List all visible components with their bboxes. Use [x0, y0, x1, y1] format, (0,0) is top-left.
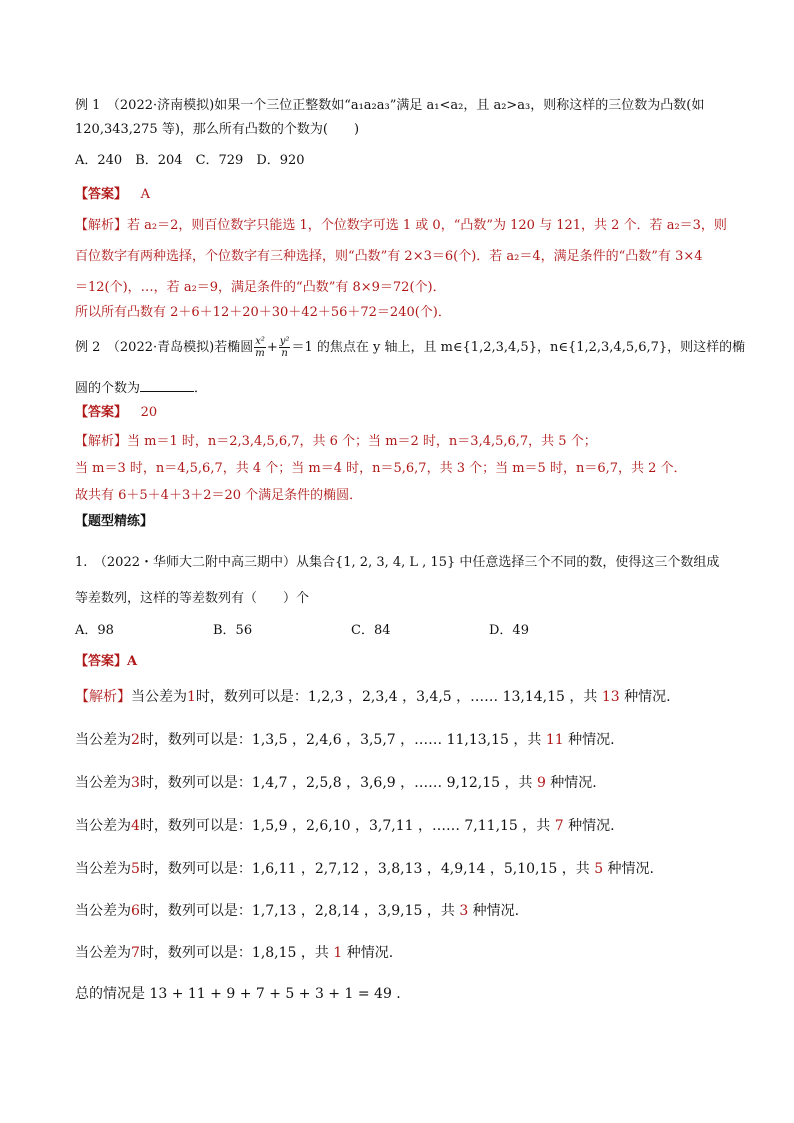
ex2-question-line2 — [75, 379, 207, 398]
ex1-analysis-line1: 【解析】若 a₂＝2，则百位数字只能选 1，个位数字可选 1 或 0，“凸数”为 120 与 121，共 2 个．若 a₂＝3，则 — [75, 218, 727, 233]
case-post: 种情况. — [563, 732, 615, 748]
ex1-analysis-line4: 所以所有凸数有 2＋6＋12＋20＋30＋42＋56＋72＝240(个)． — [75, 305, 451, 320]
case-mid: 时，数列可以是： — [139, 818, 252, 834]
ex1-analysis-line2: 百位数字有两种选择，个位数字有三种选择，则“凸数”有 2×3＝6(个)．若 a₂＝4，满足条件的“凸数”有 3×4 — [75, 249, 703, 264]
ex2-question-line1 — [75, 336, 745, 359]
ex2-plus: + — [266, 340, 278, 355]
case-post: 种情况. — [603, 861, 655, 877]
q1-case-6 — [75, 902, 519, 920]
case-diff: 5 — [131, 861, 140, 877]
q1-total: 总的情况是 13 + 11 + 9 + 7 + 5 + 3 + 1 = 49 . — [75, 986, 401, 1002]
case-post: 种情况. — [468, 903, 520, 919]
case-pre: 当公差为 — [75, 818, 131, 834]
frac-x-denominator: m — [255, 348, 265, 359]
case-post: 种情况. — [545, 775, 597, 791]
case-mid: 时，数列可以是： — [139, 861, 252, 877]
section-title: 【题型精练】 — [75, 514, 154, 529]
case-seq: 1,3,5 ，2,4,6 ，3,5,7 ，…… 11,13,15 ，共 — [251, 732, 546, 748]
case-pre: 当公差为 — [75, 775, 131, 791]
option-a: A．98 — [75, 623, 114, 638]
case-seq: 1,6,11 ，2,7,12 ，3,8,13 ，4,9,14 ，5,10,15 ，共 — [251, 861, 595, 877]
ex1-answer-value: A — [140, 187, 150, 202]
case-pre: 当公差为 — [75, 861, 131, 877]
frac-y-denominator: n — [281, 348, 288, 359]
case-mid: 时，数列可以是： — [195, 689, 308, 705]
case-count: 9 — [536, 775, 546, 791]
ex2-answer-label: 【答案】 — [75, 405, 128, 420]
case-pre: 当公差为 — [75, 945, 131, 961]
ex2-question-end: ． — [194, 381, 208, 396]
ex1-answer-label: 【答案】 — [75, 187, 128, 202]
ex2-analysis-line3: 故共有 6＋5＋4＋3＋2＝20 个满足条件的椭圆． — [75, 488, 363, 503]
case-count: 3 — [459, 903, 469, 919]
case-count: 13 — [601, 689, 620, 705]
frac-y-numerator: y² — [279, 336, 290, 347]
option-c: C．84 — [351, 623, 391, 638]
case-count: 1 — [333, 945, 343, 961]
answer-blank — [140, 379, 194, 392]
case-diff: 7 — [131, 945, 140, 961]
q1-question-line1: 1. （2022・华师大二附中高三期中）从集合{1, 2, 3, 4, L , 15} 中任意选择三个不同的数，使得这三个数组成 — [75, 555, 720, 570]
ellipse-frac-y — [279, 336, 291, 359]
q1-question-line2: 等差数列，这样的等差数列有（ ）个 — [75, 591, 310, 606]
ex2-analysis-line2: 当 m＝3 时，n＝4,5,6,7，共 4 个；当 m＝4 时，n＝5,6,7，共 3 个；当 m＝5 时，n＝6,7，共 2 个． — [75, 461, 687, 476]
ex2-analysis-line1: 【解析】当 m＝1 时，n＝2,3,4,5,6,7，共 6 个；当 m＝2 时，n＝3,4,5,6,7，共 5 个； — [75, 434, 597, 449]
case-count: 5 — [594, 861, 604, 877]
case-diff: 6 — [131, 903, 140, 919]
ex2-question-prefix: 例 2 （2022·青岛模拟)若椭圆 — [75, 340, 254, 355]
ex1-options: A．240 B．204 C．729 D．920 — [75, 153, 305, 168]
case-pre: 当公差为 — [131, 689, 187, 705]
q1-case-5 — [75, 860, 654, 878]
case-mid: 时，数列可以是： — [139, 903, 252, 919]
case-diff: 1 — [187, 689, 196, 705]
case-mid: 时，数列可以是： — [139, 732, 252, 748]
q1-case-7 — [75, 944, 393, 962]
case-count: 11 — [545, 732, 564, 748]
ex2-question-text: 圆的个数为 — [75, 381, 141, 396]
case-pre: 当公差为 — [75, 732, 131, 748]
q1-case-1 — [75, 688, 671, 706]
case-seq: 1,7,13 ，2,8,14 ，3,9,15 ，共 — [251, 903, 460, 919]
case-diff: 3 — [131, 775, 140, 791]
case-post: 种情况. — [342, 945, 394, 961]
q1-case-3 — [75, 774, 597, 792]
q1-answer: 【答案】A — [75, 654, 138, 669]
case-post: 种情况. — [563, 818, 615, 834]
option-d: D．49 — [489, 623, 529, 638]
q1-case-2 — [75, 731, 615, 749]
case-mid: 时，数列可以是： — [139, 945, 252, 961]
ellipse-frac-x — [254, 336, 266, 359]
case-seq: 1,4,7 ，2,5,8 ，3,6,9 ，…… 9,12,15 ，共 — [251, 775, 537, 791]
frac-x-numerator: x² — [255, 336, 265, 347]
ex2-answer-value: 20 — [140, 405, 158, 420]
ex1-answer — [75, 186, 150, 204]
option-b: B．56 — [213, 623, 253, 638]
case-mid: 时，数列可以是： — [139, 775, 252, 791]
q1-options — [75, 622, 529, 640]
analysis-label: 【解析】 — [75, 689, 131, 705]
ex1-question-line1: 例 1 （2022·济南模拟)如果一个三位正整数如“a₁a₂a₃”满足 a₁<a₂，且 a₂>a₃，则称这样的三位数为凸数(如 — [75, 98, 705, 113]
case-count: 7 — [554, 818, 564, 834]
case-seq: 1,8,15 ，共 — [251, 945, 334, 961]
ex1-question-line2: 120,343,275 等)，那么所有凸数的个数为( ) — [75, 122, 360, 137]
case-diff: 2 — [131, 732, 140, 748]
ex2-question-suffix: ＝1 的焦点在 y 轴上，且 m∈{1,2,3,4,5}，n∈{1,2,3,4,5,6,7}，则这样的椭 — [291, 340, 746, 355]
ex2-answer — [75, 404, 157, 422]
case-diff: 4 — [131, 818, 140, 834]
case-seq: 1,2,3 ，2,3,4 ，3,4,5 ，…… 13,14,15 ，共 — [307, 689, 602, 705]
case-pre: 当公差为 — [75, 903, 131, 919]
q1-case-4 — [75, 817, 615, 835]
case-post: 种情况. — [619, 689, 671, 705]
case-seq: 1,5,9 ，2,6,10 ，3,7,11 ，…… 7,11,15 ，共 — [251, 818, 555, 834]
ex1-analysis-line3: ＝12(个)，…，若 a₂＝9，满足条件的“凸数”有 8×9＝72(个)． — [75, 280, 446, 295]
